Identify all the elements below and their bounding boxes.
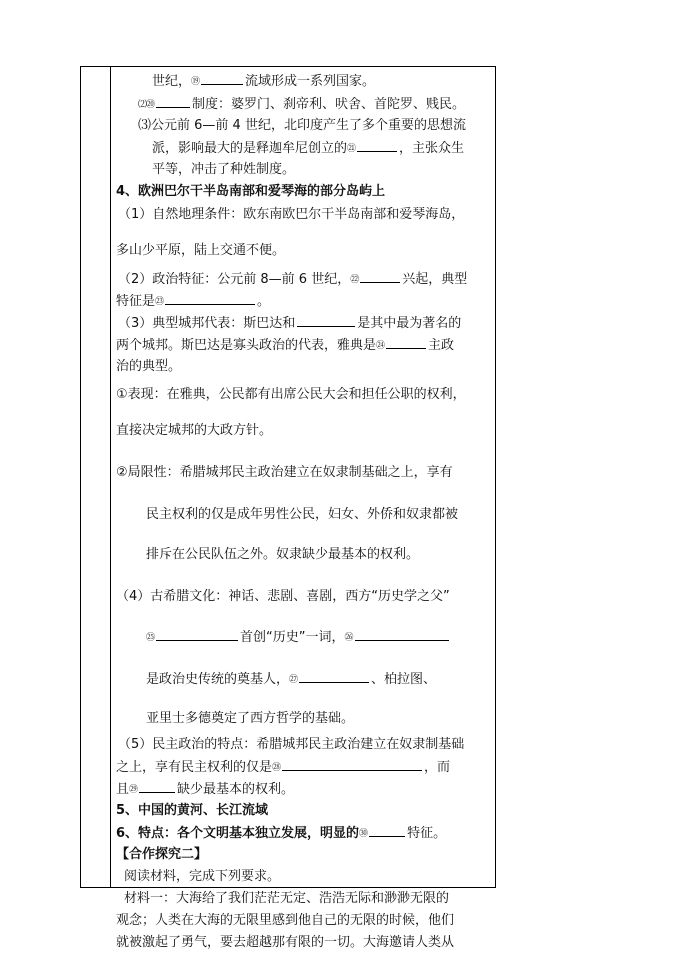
text-line: （1）自然地理条件：欧东南欧巴尔干半岛南部和爱琴海岛， [118, 207, 465, 222]
blank-number: ㉘ [272, 763, 281, 773]
blank-number: ㉕ [146, 633, 155, 643]
fill-blank[interactable] [355, 628, 449, 641]
fill-blank[interactable] [156, 95, 190, 108]
text-line: 平等，冲击了种姓制度。 [152, 162, 296, 177]
text-line: ㉕ 首创“历史”一词，㉖ [146, 628, 451, 647]
blank-number: ㉙ [129, 785, 138, 795]
fill-blank[interactable] [156, 628, 238, 641]
text-line: 多山少平原，陆上交通不便。 [116, 243, 286, 258]
text-line: 就被激起了勇气，要去超越那有限的一切。大海邀请人类从 [116, 935, 455, 950]
fill-blank[interactable] [165, 292, 255, 305]
fill-blank[interactable] [369, 824, 405, 837]
blank-number: ㉗ [289, 675, 298, 685]
section-heading: 4、欧洲巴尔干半岛南部和爱琴海的部分岛屿上 [116, 184, 386, 199]
text-line: 直接决定城邦的大政方针。 [116, 423, 273, 438]
text-line: 治的典型。 [116, 359, 182, 374]
section-heading: 【合作探究二】 [116, 847, 208, 862]
text-line: 且㉙ 缺少最基本的权利。 [116, 782, 295, 797]
text-line: 两个城邦。斯巴达是寡头政治的代表，雅典是㉔ 主政 [116, 338, 455, 353]
text-line: ⑵⑳ 制度：婆罗门、刹帝利、吠舍、首陀罗、贱民。 [138, 97, 466, 112]
fill-blank[interactable] [299, 670, 369, 683]
text-line: 派，影响最大的是释迦牟尼创立的㉑ ，主张众生 [152, 141, 465, 156]
text-line: 6、特点：各个文明基本独立发展，明显的㉚ 特征。 [116, 826, 447, 841]
blank-number: ㉚ [359, 829, 368, 839]
fill-blank[interactable] [386, 336, 426, 349]
text-line: 材料一：大海给了我们茫茫无定、浩浩无际和渺渺无限的 [124, 891, 450, 906]
blank-number: ㉔ [376, 341, 385, 351]
text-line: （3）典型城邦代表：斯巴达和 是其中最为著名的 [118, 316, 462, 331]
section-heading: 5、中国的黄河、长江流域 [116, 803, 269, 818]
blank-number: ㉑ [347, 144, 356, 154]
text-line: 之上，享有民主权利的仅是㉘ ，而 [116, 760, 451, 775]
text-line: 是政治史传统的奠基人，㉗ 、柏拉图、 [146, 672, 437, 687]
blank-number: ㉖ [344, 633, 353, 643]
text-line: （2）政治特征：公元前 8—前 6 世纪，㉒ 兴起，典型 [118, 272, 468, 287]
text-line: 观念；人类在大海的无限里感到他自己的无限的时候，他们 [116, 913, 455, 928]
text-line: ①表现：在雅典，公民都有出席公民大会和担任公职的权利， [116, 387, 466, 402]
text-line: 世纪，⑲ 流域形成一系列国家。 [152, 74, 376, 89]
text-line: 民主权利的仅是成年男性公民，妇女、外侨和奴隶都被 [146, 507, 459, 522]
blank-number: ⑳ [146, 100, 155, 110]
fill-blank[interactable] [201, 72, 243, 85]
text-line: （4）古希腊文化：神话、悲剧、喜剧，西方“历史学之父” [116, 589, 450, 604]
blank-number: ⑲ [191, 77, 200, 87]
text-line: ⑶公元前 6—前 4 世纪，北印度产生了多个重要的思想流 [138, 118, 466, 133]
text-line: 排斥在公民队伍之外。奴隶缺少最基本的权利。 [146, 547, 420, 562]
text-line: 亚里士多德奠定了西方哲学的基础。 [146, 711, 355, 726]
text-line: ②局限性：希腊城邦民主政治建立在奴隶制基础之上，享有 [116, 465, 453, 480]
text-line: 阅读材料，完成下列要求。 [124, 869, 281, 884]
right-column-divider [495, 66, 496, 888]
fill-blank[interactable] [282, 758, 422, 771]
text-line: （5）民主政治的特点：希腊城邦民主政治建立在奴隶制基础 [118, 737, 465, 752]
fill-blank[interactable] [139, 780, 175, 793]
blank-number: ㉒ [350, 275, 359, 285]
left-column-divider [110, 66, 111, 888]
text-line: 特征是㉓ 。 [116, 294, 271, 309]
fill-blank[interactable] [357, 139, 397, 152]
fill-blank[interactable] [297, 314, 355, 327]
fill-blank[interactable] [360, 270, 400, 283]
blank-number: ㉓ [155, 297, 164, 307]
